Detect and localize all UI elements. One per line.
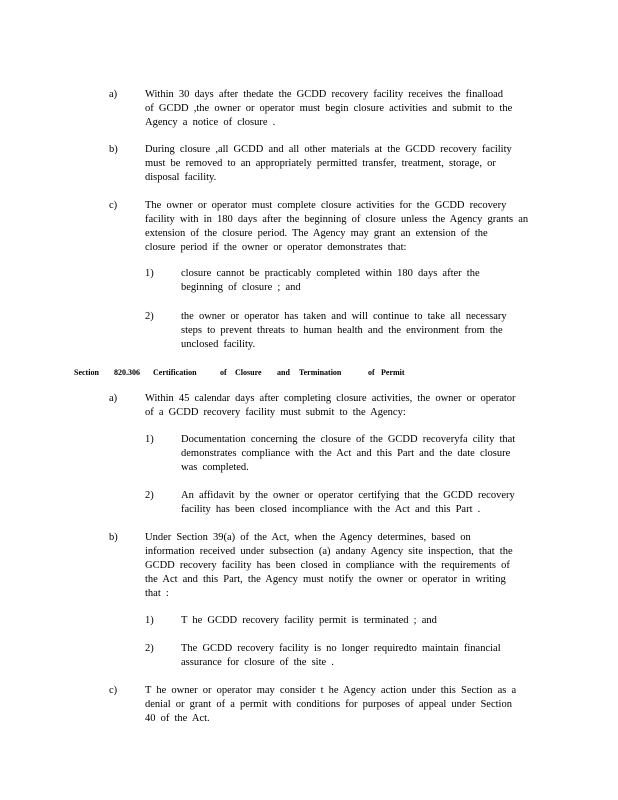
item-label-b: b) [109,144,118,155]
cert-item-text-c: T he owner or operator may consider t he Agency action under this Section as a denial or grant of a permit with conditions for purposes of appeal under Section 40 of the Act. [145,685,517,724]
cert-subitem-label-a-1: 1) [145,434,154,445]
cert-subitem-label-b-1: 1) [145,615,154,626]
item-text-b: During closure ,all GCDD and all other materials at the GCDD recovery facility must be removed to an appropriately permitted transfer, treatment, storage, or disposal facility. [145,144,512,183]
cert-item-text-b: Under Section 39(a) of the Act, when the Agency determines, based on information received under subsection (a) andany Agency site inspection, that the GCDD recovery facility has been closed in compliance with the requirements of the Act and this Part, the Agency must notify the owner or operator in writing that : [145,532,513,599]
cert-subitem-text-a-1: Documentation concerning the closure of the GCDD recoveryfa cility that demonstrates compliance with the Act and this Part and the date closure was completed. [181,434,516,473]
cert-subitem-text-b-1: T he GCDD recovery facility permit is terminated ; and [181,615,437,626]
cert-item-label-a: a) [109,393,118,404]
item-text-a: Within 30 days after thedate the GCDD recovery facility receives the finalload of GCDD ,the owner or operator must begin closure activities and submit to the Agency a notice of closure . [145,89,513,128]
cert-subitem-label-a-2: 2) [145,490,154,501]
cert-item-label-b: b) [109,532,118,543]
section-title-word-7: Permit [381,368,405,377]
subitem-text-c-2: the owner or operator has taken and will continue to take all necessary steps to prevent threats to human health and the environment from the unclosed facility. [181,311,507,350]
cert-subitem-text-b-2: The GCDD recovery facility is no longer requiredto maintain financial assurance for closure of the site . [181,643,501,668]
subitem-text-c-1: closure cannot be practicably completed within 180 days after the beginning of closure ; and [181,268,480,293]
subitem-label-c-1: 1) [145,268,154,279]
item-text-c: The owner or operator must complete closure activities for the GCDD recovery facility with in 180 days after the beginning of closure unless the Agency grants an extension of the closure period. The Agency may grant an extension of the closure period if the owner or operator demonstrates that: [145,200,529,253]
section-word: Section [74,368,99,377]
cert-subitem-text-a-2: An affidavit by the owner or operator certifying that the GCDD recovery facility has been closed incompliance with the Act and this Part . [181,490,515,515]
section-title-word-3: Closure [235,368,262,377]
section-title-word-5: Termination [299,368,342,377]
cert-subitem-label-b-2: 2) [145,643,154,654]
cert-item-label-c: c) [109,685,118,696]
section-title-word-2: of [220,368,227,377]
subitem-label-c-2: 2) [145,311,154,322]
section-title-word-4: and [277,368,290,377]
item-label-c: c) [109,200,118,211]
section-number: 820.306 [114,368,140,377]
section-title-word-6: of [368,368,375,377]
section-title-word-1: Certification [153,368,197,377]
cert-item-text-a: Within 45 calendar days after completing closure activities, the owner or operator of a GCDD recovery facility must submit to the Agency: [145,393,516,418]
item-label-a: a) [109,89,118,100]
